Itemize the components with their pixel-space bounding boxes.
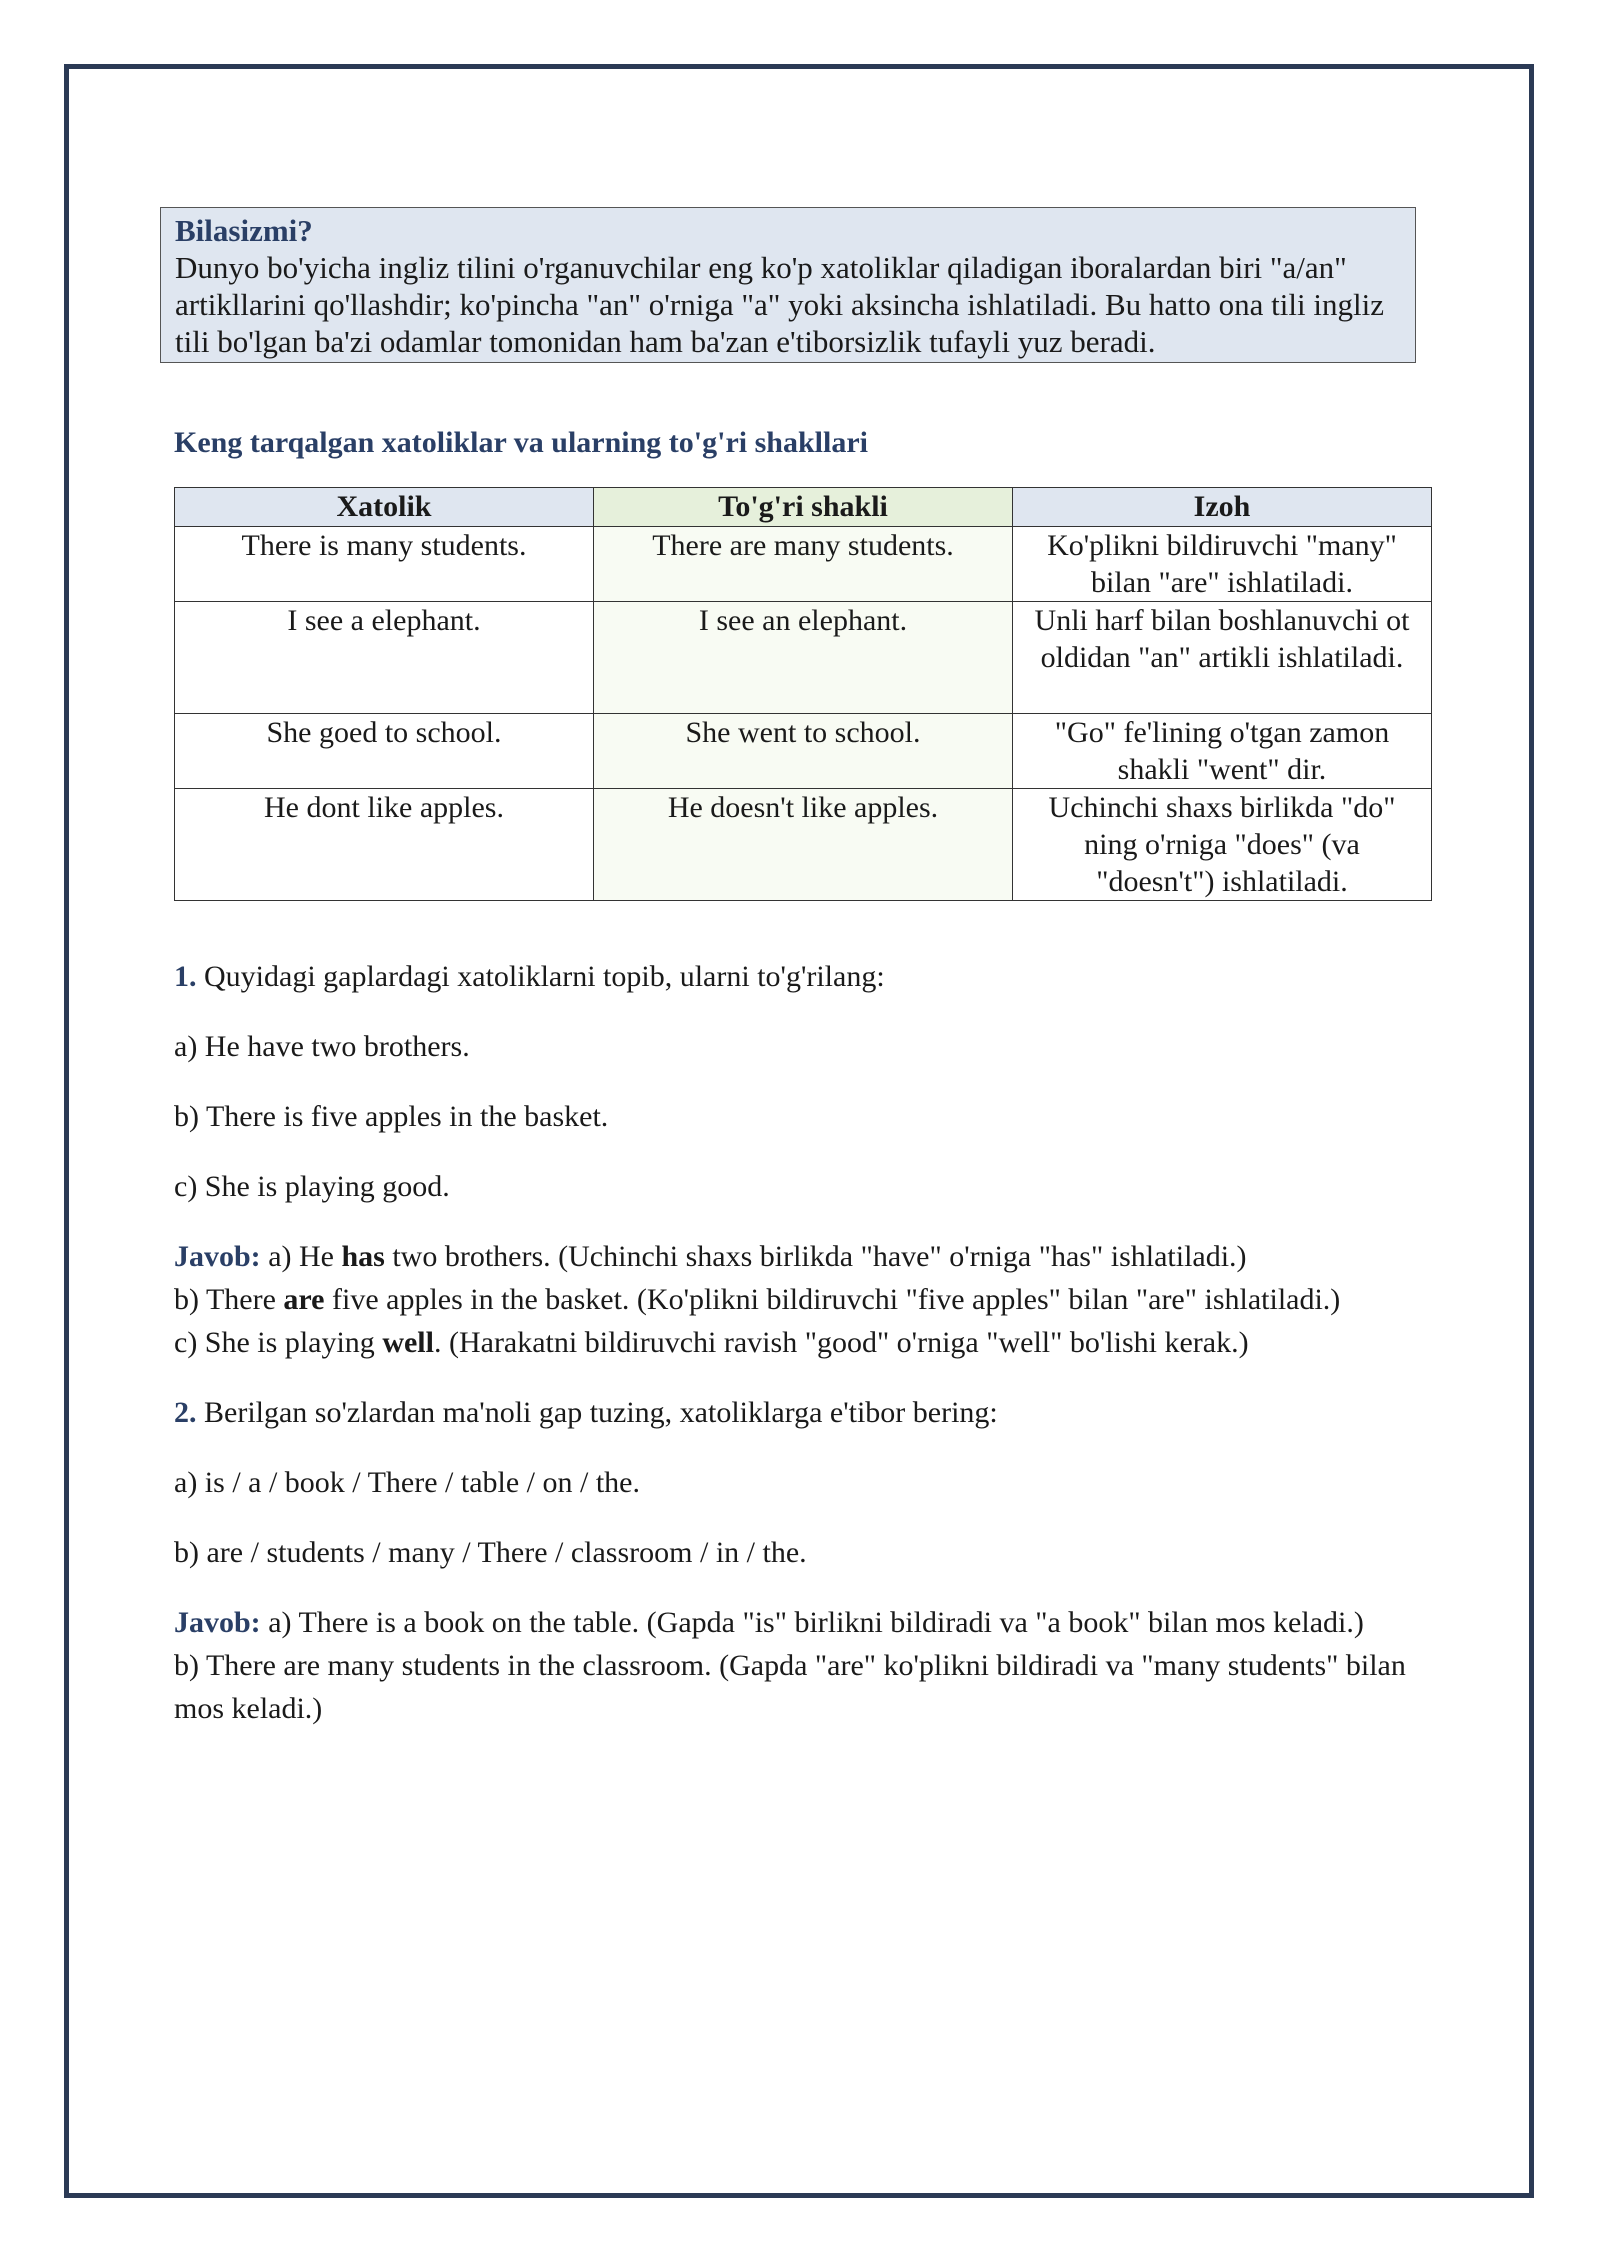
answer-line-b: b) There are many students in the classroom. (Gapda "are" ko'plikni bildiradi va "many students" bilan mos keladi.) [174,1649,1406,1725]
cell-correct-form: He doesn't like apples. [594,789,1013,901]
cell-mistake: I see a elephant. [175,602,594,714]
exercise-1-item-a: a) He have two brothers. [174,1030,470,1063]
exercise-1-number: 1. [174,960,197,993]
answer-label: Javob: [174,1240,261,1273]
header-correct-form: To'g'ri shakli [594,488,1013,527]
answer-text: five apples in the basket. (Ko'plikni bildiruvchi "five apples" bilan "are" ishlatiladi.) [324,1283,1341,1316]
table-header-row [175,488,1432,527]
exercise-1-prompt [174,955,1432,998]
answer-correction: has [341,1240,385,1273]
header-explanation: Izoh [1013,488,1432,527]
exercise-2-prompt [174,1391,1432,1434]
table-row [175,789,1432,901]
exercise-1-item-c: c) She is playing good. [174,1170,450,1203]
exercise-2-item-b: b) are / students / many / There / classroom / in / the. [174,1536,807,1569]
cell-correct-form: There are many students. [594,527,1013,602]
answer-correction: well [382,1326,434,1359]
answer-text: . (Harakatni bildiruvchi ravish "good" o'rniga "well" bo'lishi kerak.) [433,1326,1249,1359]
answer-label: Javob: [174,1606,261,1639]
answer-text: a) There is a book on the table. (Gapda "is" birlikni bildiradi va "a book" bilan mos keladi.) [268,1606,1364,1639]
cell-correct-form: I see an elephant. [594,602,1013,714]
answer-line-a [174,1601,1432,1644]
info-box-title: Bilasizmi? [175,213,313,248]
cell-mistake: She goed to school. [175,714,594,789]
exercise-1-item-b: b) There is five apples in the basket. [174,1100,609,1133]
cell-mistake: There is many students. [175,527,594,602]
errors-table [174,487,1432,901]
table-row [175,527,1432,602]
table-row [175,714,1432,789]
cell-mistake: He dont like apples. [175,789,594,901]
section-heading: Keng tarqalgan xatoliklar va ularning to'g'ri shakllari [174,426,868,459]
answer-text: two brothers. (Uchinchi shaxs birlikda "have" o'rniga "has" ishlatiladi.) [384,1240,1247,1273]
info-box-text: Dunyo bo'yicha ingliz tilini o'rganuvchilar eng ko'p xatoliklar qiladigan iboralardan biri "a/an" artikllarini qo'llashdir; ko'pincha "an" o'rniga "a" yoki aksincha ishlatiladi. Bu hatto ona tili ingliz tili bo'lgan ba'zi odamlar tomonidan ham ba'zan e'tiborsizlik tufayli yuz beradi. [175,250,1384,359]
answer-text: a) He [268,1240,342,1273]
cell-correct-form: She went to school. [594,714,1013,789]
table-row [175,602,1432,714]
answer-text: b) There [174,1283,284,1316]
header-mistake: Xatolik [175,488,594,527]
cell-explanation: Uchinchi shaxs birlikda "do" ning o'rniga "does" (va "doesn't") ishlatiladi. [1013,789,1432,901]
cell-explanation: Unli harf bilan boshlanuvchi ot oldidan "an" artikli ishlatiladi. [1013,602,1432,714]
page-content [174,207,1432,1730]
cell-explanation: Ko'plikni bildiruvchi "many" bilan "are" ishlatiladi. [1013,527,1432,602]
answer-line-a [174,1235,1432,1278]
answer-line-c [174,1321,1432,1364]
exercise-2-number: 2. [174,1396,197,1429]
info-box [160,207,1416,363]
exercise-1-answer [174,1235,1432,1364]
exercise-2-prompt-text: Berilgan so'zlardan ma'noli gap tuzing, xatoliklarga e'tibor bering: [204,1396,998,1429]
exercise-1-prompt-text: Quyidagi gaplardagi xatoliklarni topib, ularni to'g'rilang: [204,960,885,993]
cell-explanation: "Go" fe'lining o'tgan zamon shakli "went" dir. [1013,714,1432,789]
answer-correction: are [283,1283,325,1316]
answer-line-b [174,1278,1432,1321]
exercise-2-answer [174,1601,1432,1730]
exercise-2-item-a: a) is / a / book / There / table / on / the. [174,1466,640,1499]
answer-text: c) She is playing [174,1326,383,1359]
